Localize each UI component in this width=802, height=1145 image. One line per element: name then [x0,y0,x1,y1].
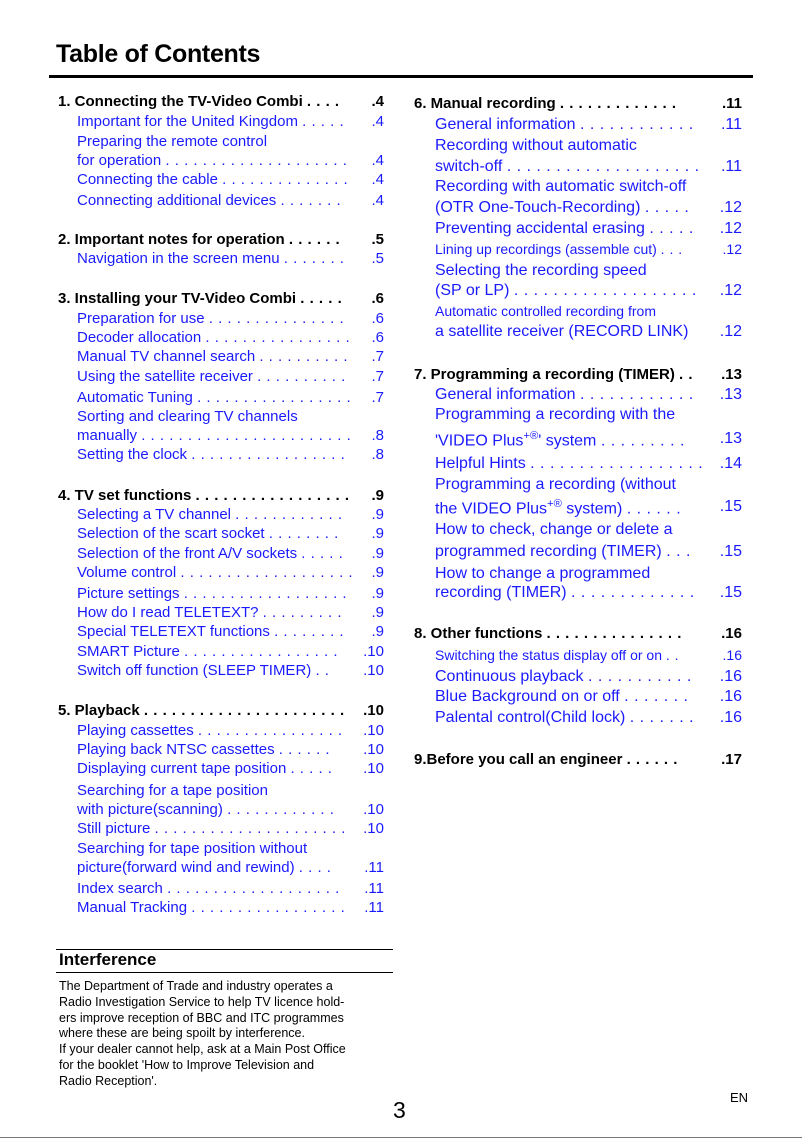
toc-entry-label: manually [77,427,138,444]
toc-entry [77,741,384,758]
toc-entry-label: Playing cassettes [77,722,194,739]
interference-line: If your dealer cannot help, ask at a Main Post Office [59,1042,346,1057]
toc-leader-dots: . . . . . . . . . . . [588,668,692,685]
toc-entry-label: Using the satellite receiver [77,368,253,385]
toc-page-number: .4 [371,152,384,169]
toc-page-number: .12 [719,282,742,299]
toc-entry-label: Recording without automatic [435,137,637,154]
toc-entry [77,525,384,542]
toc-entry [435,199,742,217]
toc-page-number: .4 [371,171,384,188]
toc-leader-dots: . . . [660,241,683,257]
toc-section-heading [414,95,742,112]
toc-entry [77,192,384,209]
toc-entry-label: with picture(scanning) [77,801,223,818]
toc-section-heading [58,93,384,110]
toc-entry-label: 4. TV set functions [58,487,192,504]
toc-leader-dots: . . . . . . . . . . . . . . . . . [191,446,346,463]
toc-entry [435,241,742,257]
toc-entry [77,348,384,365]
toc-entry-label: Special TELETEXT functions [77,623,270,640]
toc-leader-dots: . . . . . . . . . . . . [227,801,335,818]
toc-page-number: .13 [719,430,742,447]
toc-entry-label: switch-off [435,158,503,175]
toc-entry [77,760,384,777]
toc-entry [435,476,742,494]
toc-leader-dots: . . . . . . [278,741,331,758]
toc-page-number: .9 [371,545,384,562]
toc-page-number: .13 [719,386,742,403]
toc-entry [77,427,384,444]
toc-entry-label: a satellite receiver (RECORD LINK) [435,323,689,340]
toc-entry [77,250,384,267]
toc-entry-label: 6. Manual recording [414,95,556,112]
toc-entry-label-cont: system) [561,500,623,518]
toc-entry [77,171,384,188]
toc-entry-label: Palental control(Child lock) [435,709,626,726]
toc-page-number: .16 [719,709,742,726]
toc-entry [435,282,742,300]
toc-entry [435,688,742,706]
toc-entry [77,446,384,463]
interference-line: ers improve reception of BBC and ITC programmes [59,1010,344,1025]
toc-entry-label: Programming a recording (without [435,476,676,493]
toc-entry-label: Connecting the cable [77,171,218,188]
toc-entry [77,722,384,739]
toc-page-number: .5 [371,231,384,248]
toc-entry [435,668,742,686]
toc-leader-dots: . . . . . . . . . . . . . . . . . [191,899,346,916]
toc-page-number: .16 [719,668,742,685]
toc-entry-label-cont: ' system [538,432,597,450]
toc-leader-dots: . . . . . . . . . . [257,368,346,385]
toc-entry-label: Playing back NTSC cassettes [77,741,275,758]
toc-entry [77,623,384,640]
toc-leader-dots: . . . . . . . . . . . . . . . . . . [530,455,704,472]
toc-page-number: .9 [371,585,384,602]
toc-leader-dots: . . . . . . . . . . . . . . . . . . . . . . [143,702,345,719]
toc-page-number: .12 [719,199,742,216]
interference-line: Radio Investigation Service to help TV licence hold- [59,994,345,1009]
toc-entry [77,368,384,385]
toc-entry [77,389,384,406]
toc-entry-label: programmed recording (TIMER) [435,543,662,560]
toc-page-number: .11 [720,158,742,175]
toc-page-number: .11 [721,95,742,112]
toc-entry-label: Setting the clock [77,446,188,463]
toc-entry-label: Index search [77,880,163,897]
toc-entry-label: Decoder allocation [77,329,202,346]
toc-leader-dots: . . . . . . . . . . . . . . . . . [183,643,339,660]
toc-page-number: .11 [364,880,384,897]
toc-page-number: .11 [720,116,742,133]
toc-leader-dots: . . . . [298,859,332,876]
toc-entry-label: General information [435,386,576,403]
toc-entry [435,543,742,561]
toc-leader-dots: . . . . . . . . . . . . . . . . . . . . [165,152,348,169]
toc-page-number: .15 [719,543,742,560]
toc-leader-dots: . . . . . . . . . . . . . . . . . . . . . [154,820,346,837]
toc-leader-dots: . . [679,366,694,383]
toc-entry-label: How to check, change or delete a [435,521,673,538]
toc-leader-dots: . . . . . . . . . . . . . . . . . . . [513,282,697,299]
toc-leader-dots: . . . . . [649,220,694,237]
toc-entry [77,545,384,562]
toc-entry [77,408,384,425]
toc-entry-label: Selection of the front A/V sockets [77,545,298,562]
toc-entry-label: Selecting the recording speed [435,262,647,279]
toc-entry-label: Sorting and clearing TV channels [77,408,298,425]
toc-entry-label: Automatic Tuning [77,389,193,406]
toc-entry [435,584,742,602]
toc-page-number: .10 [363,722,384,739]
toc-entry [435,137,742,155]
toc-entry [435,521,742,539]
toc-leader-dots: . . . . . . . . . . . . . . . . . . [183,585,348,602]
toc-leader-dots: . . . . . . . . . . . . . . . . . . . [180,564,354,581]
toc-entry [435,262,742,280]
toc-page-number: .5 [371,250,384,267]
toc-page-number: .10 [363,760,384,777]
toc-entry-label: 9.Before you call an engineer [414,751,623,768]
toc-entry-label: Switch off function (SLEEP TIMER) [77,662,312,679]
toc-page-number: .8 [371,446,384,463]
toc-page-number: .9 [371,604,384,621]
toc-entry [435,455,742,473]
toc-page-number: .10 [363,643,384,660]
toc-entry-label: Important for the United Kingdom [77,113,298,130]
toc-entry-label: Volume control [77,564,177,581]
toc-entry-label: Displaying current tape position [77,760,287,777]
toc-leader-dots: . . . . . . . . . . . . . . . [546,625,682,642]
toc-entry [435,178,742,196]
toc-leader-dots: . . . . . . [626,751,678,768]
toc-entry [435,430,742,450]
toc-entry-label: SMART Picture [77,643,180,660]
toc-leader-dots: . . . . . . [626,500,682,518]
toc-page-number: .9 [371,623,384,640]
toc-leader-dots: . . . . . . . . . . . . . . . . . [197,389,352,406]
toc-entry-label: How do I read TELETEXT? [77,604,259,621]
toc-leader-dots: . . . . . . . . . . . . . [559,95,677,112]
toc-leader-dots: . . . . . . . . . . . . . . . . . . . [167,880,340,897]
toc-entry-label: 1. Connecting the TV-Video Combi [58,93,303,110]
toc-entry [77,820,384,837]
toc-section-heading [58,702,384,719]
toc-leader-dots: . . . . [306,93,340,110]
interference-line: The Department of Trade and industry operates a [59,979,333,993]
interference-line: for the booklet 'How to Improve Television and [59,1057,315,1072]
toc-leader-dots: . . [665,647,680,663]
toc-entry [435,220,742,238]
toc-entry-label: Switching the status display off or on [435,647,662,663]
toc-page-number: .10 [363,820,384,837]
toc-leader-dots: . . . . . . . [624,688,689,705]
toc-section-heading [414,625,742,642]
toc-entry [77,329,384,346]
toc-page-number: .15 [719,498,742,515]
toc-entry-label: Selecting a TV channel [77,506,231,523]
toc-entry-label: 7. Programming a recording (TIMER) [414,366,675,383]
toc-section-heading [414,751,742,768]
toc-page-number: .14 [719,455,742,472]
page-number: 3 [393,1097,406,1123]
registered-mark: +® [547,498,562,510]
toc-entry [77,662,384,679]
toc-page-number: .10 [363,702,384,719]
toc-entry [435,498,742,518]
toc-entry [435,565,742,583]
toc-page-number: .4 [371,192,384,209]
toc-entry-label: Manual Tracking [77,899,188,916]
toc-entry-label: General information [435,116,576,133]
toc-entry-label: Preparing the remote control [77,133,268,150]
toc-entry [435,647,742,663]
toc-entry [77,840,384,857]
toc-entry [77,899,384,916]
toc-entry-label: 5. Playback [58,702,140,719]
toc-entry-label: How to change a programmed [435,565,651,582]
toc-entry [77,506,384,523]
toc-entry-label: the VIDEO Plus [435,500,548,518]
toc-page-number: .6 [371,310,384,327]
interference-bottom-rule [56,972,393,973]
toc-leader-dots: . . . . . . . . [274,623,345,640]
interference-body [59,979,399,1090]
toc-leader-dots: . . . . . [301,545,344,562]
toc-page-number: .9 [371,564,384,581]
toc-entry-label: Continuous playback [435,668,584,685]
toc-section-heading [58,487,384,504]
toc-leader-dots: . . [315,662,330,679]
toc-page-number: .16 [721,625,742,642]
toc-section-heading [58,231,384,248]
page-title: Table of Contents [56,40,261,68]
toc-page-number: .12 [722,241,742,257]
toc-entry [77,643,384,660]
toc-leader-dots: . . . . . [290,760,333,777]
toc-entry [77,782,384,799]
toc-entry [77,133,384,150]
toc-entry-label: recording (TIMER) [435,584,567,601]
toc-leader-dots: . . . . . [300,290,343,307]
toc-entry-label: 8. Other functions [414,625,543,642]
toc-entry-label: Preventing accidental erasing [435,220,645,237]
toc-entry-label: Programming a recording with the [435,406,676,423]
toc-entry [435,303,742,319]
title-rule [49,75,753,78]
toc-leader-dots: . . . . . [302,113,345,130]
toc-leader-dots: . . . . . . . . . . . . . . . . . [195,487,350,504]
toc-leader-dots: . . . . . . . . . . [259,348,349,365]
interference-line: Radio Reception'. [59,1073,158,1088]
toc-entry-label: Helpful Hints [435,455,526,472]
toc-leader-dots: . . . . . . . . . . . . [579,116,694,133]
toc-leader-dots: . . . . . . . . . [262,604,343,621]
toc-entry-label: Blue Background on or off [435,688,620,705]
toc-entry [77,859,384,876]
toc-entry-label: Searching for a tape position [77,782,268,799]
toc-leader-dots: . . . . . . . . . . . . . . . . [205,329,351,346]
toc-entry-label: picture(forward wind and rewind) [77,859,295,876]
toc-page-number: .10 [363,801,384,818]
toc-leader-dots: . . . . . . [288,231,341,248]
toc-entry-label: Preparation for use [77,310,205,327]
toc-entry [435,323,742,341]
toc-leader-dots: . . . . . . . . . . . . [235,506,343,523]
bottom-rule [0,1137,802,1138]
toc-leader-dots: . . . . . . . . . . . . . [571,584,695,601]
toc-entry-label: Recording with automatic switch-off [435,178,687,195]
toc-page-number: .7 [371,389,384,406]
toc-page-number: .12 [719,323,742,340]
toc-entry [77,113,384,130]
toc-leader-dots: . . . . . . . . [268,525,339,542]
toc-entry-label: 2. Important notes for operation [58,231,285,248]
toc-entry [435,116,742,134]
toc-leader-dots: . . . . . . . . . [600,432,685,450]
toc-entry [435,158,742,176]
toc-entry-label: 3. Installing your TV-Video Combi [58,290,297,307]
toc-page-number: .8 [371,427,384,444]
toc-entry-label: Connecting additional devices [77,192,277,209]
toc-page-number: .13 [721,366,742,383]
toc-page-number: .10 [363,741,384,758]
toc-leader-dots: . . . . . . . . . . . . [579,386,694,403]
toc-page-number: .11 [364,859,384,876]
toc-leader-dots: . . . . . . . [280,192,342,209]
toc-entry [435,709,742,727]
toc-entry-label: Searching for tape position without [77,840,308,857]
toc-entry-label: Still picture [77,820,151,837]
toc-page-number: .11 [364,899,384,916]
toc-entry-label: Navigation in the screen menu [77,250,280,267]
toc-section-heading [58,290,384,307]
toc-page-number: .16 [722,647,742,663]
toc-page-number: .17 [721,751,742,768]
toc-leader-dots: . . . . . . . . . . . . . . [222,171,349,188]
toc-entry-label: Selection of the scart socket [77,525,265,542]
toc-entry-label: Automatic controlled recording from [435,303,656,319]
toc-page-number: .6 [371,290,384,307]
toc-page-number: .9 [371,506,384,523]
toc-leader-dots: . . . . . [644,199,690,216]
toc-entry-label: Picture settings [77,585,180,602]
toc-page-number: .6 [371,329,384,346]
toc-leader-dots: . . . . . . . . . . . . . . . . . . . . . . . [141,427,352,444]
toc-page-number: .4 [371,93,384,110]
toc-page-number: .16 [719,688,742,705]
toc-page-number: .9 [371,525,384,542]
registered-mark: +® [523,430,539,442]
toc-entry [77,585,384,602]
toc-entry [77,604,384,621]
interference-line: where these are being spoilt by interference. [59,1026,305,1041]
toc-entry [77,880,384,897]
toc-leader-dots: . . . . . . . . . . . . . . . . [197,722,343,739]
toc-page-number: .15 [719,584,742,601]
toc-entry-label: (OTR One-Touch-Recording) [435,199,641,216]
toc-leader-dots: . . . [666,543,691,560]
toc-page-number: .7 [371,348,384,365]
toc-leader-dots: . . . . . . . . . . . . . . . . . . . . [506,158,700,175]
language-code: EN [730,1090,749,1105]
toc-leader-dots: . . . . . . . . . . . . . . . [208,310,345,327]
toc-page-number: .7 [371,368,384,385]
toc-entry-label: for operation [77,152,162,169]
toc-page-number: .12 [719,220,742,237]
toc-entry-label: (SP or LP) [435,282,510,299]
toc-page-number: .4 [371,113,384,130]
toc-entry [435,386,742,404]
toc-entry-label: Lining up recordings (assemble cut) [435,241,657,257]
interference-title: Interference [59,950,157,969]
toc-page-number: .9 [371,487,384,504]
toc-leader-dots: . . . . . . . [629,709,695,726]
toc-entry-label: Manual TV channel search [77,348,256,365]
toc-entry [77,152,384,169]
toc-entry-label: 'VIDEO Plus [435,432,524,450]
toc-entry [77,801,384,818]
toc-leader-dots: . . . . . . . [283,250,345,267]
toc-entry [77,310,384,327]
toc-entry [435,406,742,424]
toc-section-heading [414,366,742,383]
toc-page-number: .10 [363,662,384,679]
toc-entry [77,564,384,581]
